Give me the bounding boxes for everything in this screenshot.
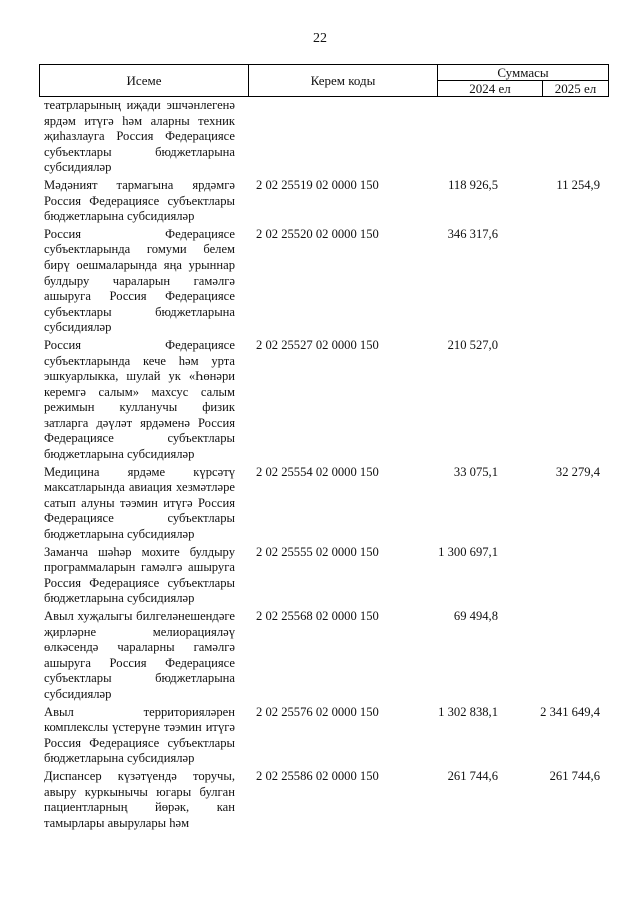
table-row — [44, 545, 604, 607]
row-value-2025: 11 254,9 — [556, 177, 600, 192]
row-value-2025: 32 279,4 — [555, 464, 600, 479]
row-name: Россия Федерациясе субъектларында кече һәм урта эшкуарлыкка, шулай ук «Һөнәри керемгә салым» махсус салым режимын кулланучы физик затларга дәүләт ярдәменә Россия Федерациясе субъектлары бюджетларына субсидияләр — [44, 337, 235, 462]
table-row — [44, 227, 604, 336]
row-code: 2 02 25576 02 0000 150 — [256, 704, 379, 719]
row-code: 2 02 25519 02 0000 150 — [256, 177, 379, 192]
row-value-2024: 210 527,0 — [447, 337, 498, 352]
row-value-2024: 1 302 838,1 — [438, 704, 498, 719]
row-value-2025: 261 744,6 — [549, 768, 600, 783]
row-name: Мәдәният тармагына ярдәмгә Россия Федерациясе субъектлары бюджетларына субсидияләр — [44, 177, 235, 224]
table-header — [39, 64, 609, 97]
page-number: 22 — [313, 31, 327, 46]
row-name: Россия Федерациясе субъектларында гомуми белем бирү оешмаларында яңа урыннар булдыру чараларын гамәлгә ашыруга Россия Федерациясе субъектлары бюджетларына субсидияләр — [44, 226, 235, 335]
row-code: 2 02 25555 02 0000 150 — [256, 544, 379, 559]
table-row — [44, 465, 604, 543]
table-row — [44, 98, 604, 176]
row-value-2024: 33 075,1 — [453, 464, 498, 479]
table-row — [44, 609, 604, 703]
row-name: Диспансер күзәтүендә торучы, авыру куркынычы югары булган пациентларның йөрәк, кан тамырлары авырулары һәм — [44, 768, 235, 830]
row-name: Авыл хуҗалыгы билгеләнешендәге җирләрне мелиорацияләү өлкәсендә чараларны гамәлгә ашыруга Россия Федерациясе субъектлары бюджетларына субсидияләр — [44, 609, 235, 701]
row-value-2024: 1 300 697,1 — [438, 544, 498, 559]
table-row — [44, 338, 604, 463]
header-sum-group — [438, 65, 608, 96]
row-code: 2 02 25520 02 0000 150 — [256, 226, 379, 241]
row-code: 2 02 25554 02 0000 150 — [256, 464, 379, 479]
table-row — [44, 705, 604, 767]
header-name: Исеме — [40, 65, 249, 96]
row-name: театрларының иҗади эшчәнлегенә ярдәм итүгә һәм аларны техник җиһазлауга Россия Федерациясе субъектлары бюджетларына субсидияләр — [44, 98, 235, 175]
row-name: Медицина ярдәме күрсәтү максатларында авиация хезмәтләре сатып алуны тәэмин итүгә Россия Федерациясе субъектлары бюджетларына субсидияләр — [44, 464, 235, 542]
row-value-2024: 346 317,6 — [447, 226, 498, 241]
table-row — [44, 178, 604, 225]
row-code: 2 02 25527 02 0000 150 — [256, 337, 379, 352]
row-name: Авыл территорияләрен комплекслы үстерүне тәэмин итүгә Россия Федерациясе субъектлары бюджетларына субсидияләр — [44, 704, 235, 766]
row-value-2024: 261 744,6 — [447, 768, 498, 783]
header-sum: Суммасы — [438, 65, 608, 81]
row-value-2024: 69 494,8 — [453, 609, 498, 623]
row-value-2024: 118 926,5 — [448, 177, 498, 192]
row-code: 2 02 25586 02 0000 150 — [256, 768, 379, 783]
row-code: 2 02 25568 02 0000 150 — [256, 609, 379, 623]
row-name: Заманча шәһәр мохите булдыру программаларын гамәлгә ашыруга Россия Федерациясе субъектлары бюджетларына субсидияләр — [44, 544, 235, 606]
row-value-2025: 2 341 649,4 — [540, 704, 600, 719]
header-year-2024: 2024 ел — [438, 81, 543, 96]
table-body — [44, 98, 604, 833]
header-code: Керем коды — [249, 65, 438, 96]
table-row — [44, 769, 604, 831]
header-year-2025: 2025 ел — [554, 81, 597, 96]
